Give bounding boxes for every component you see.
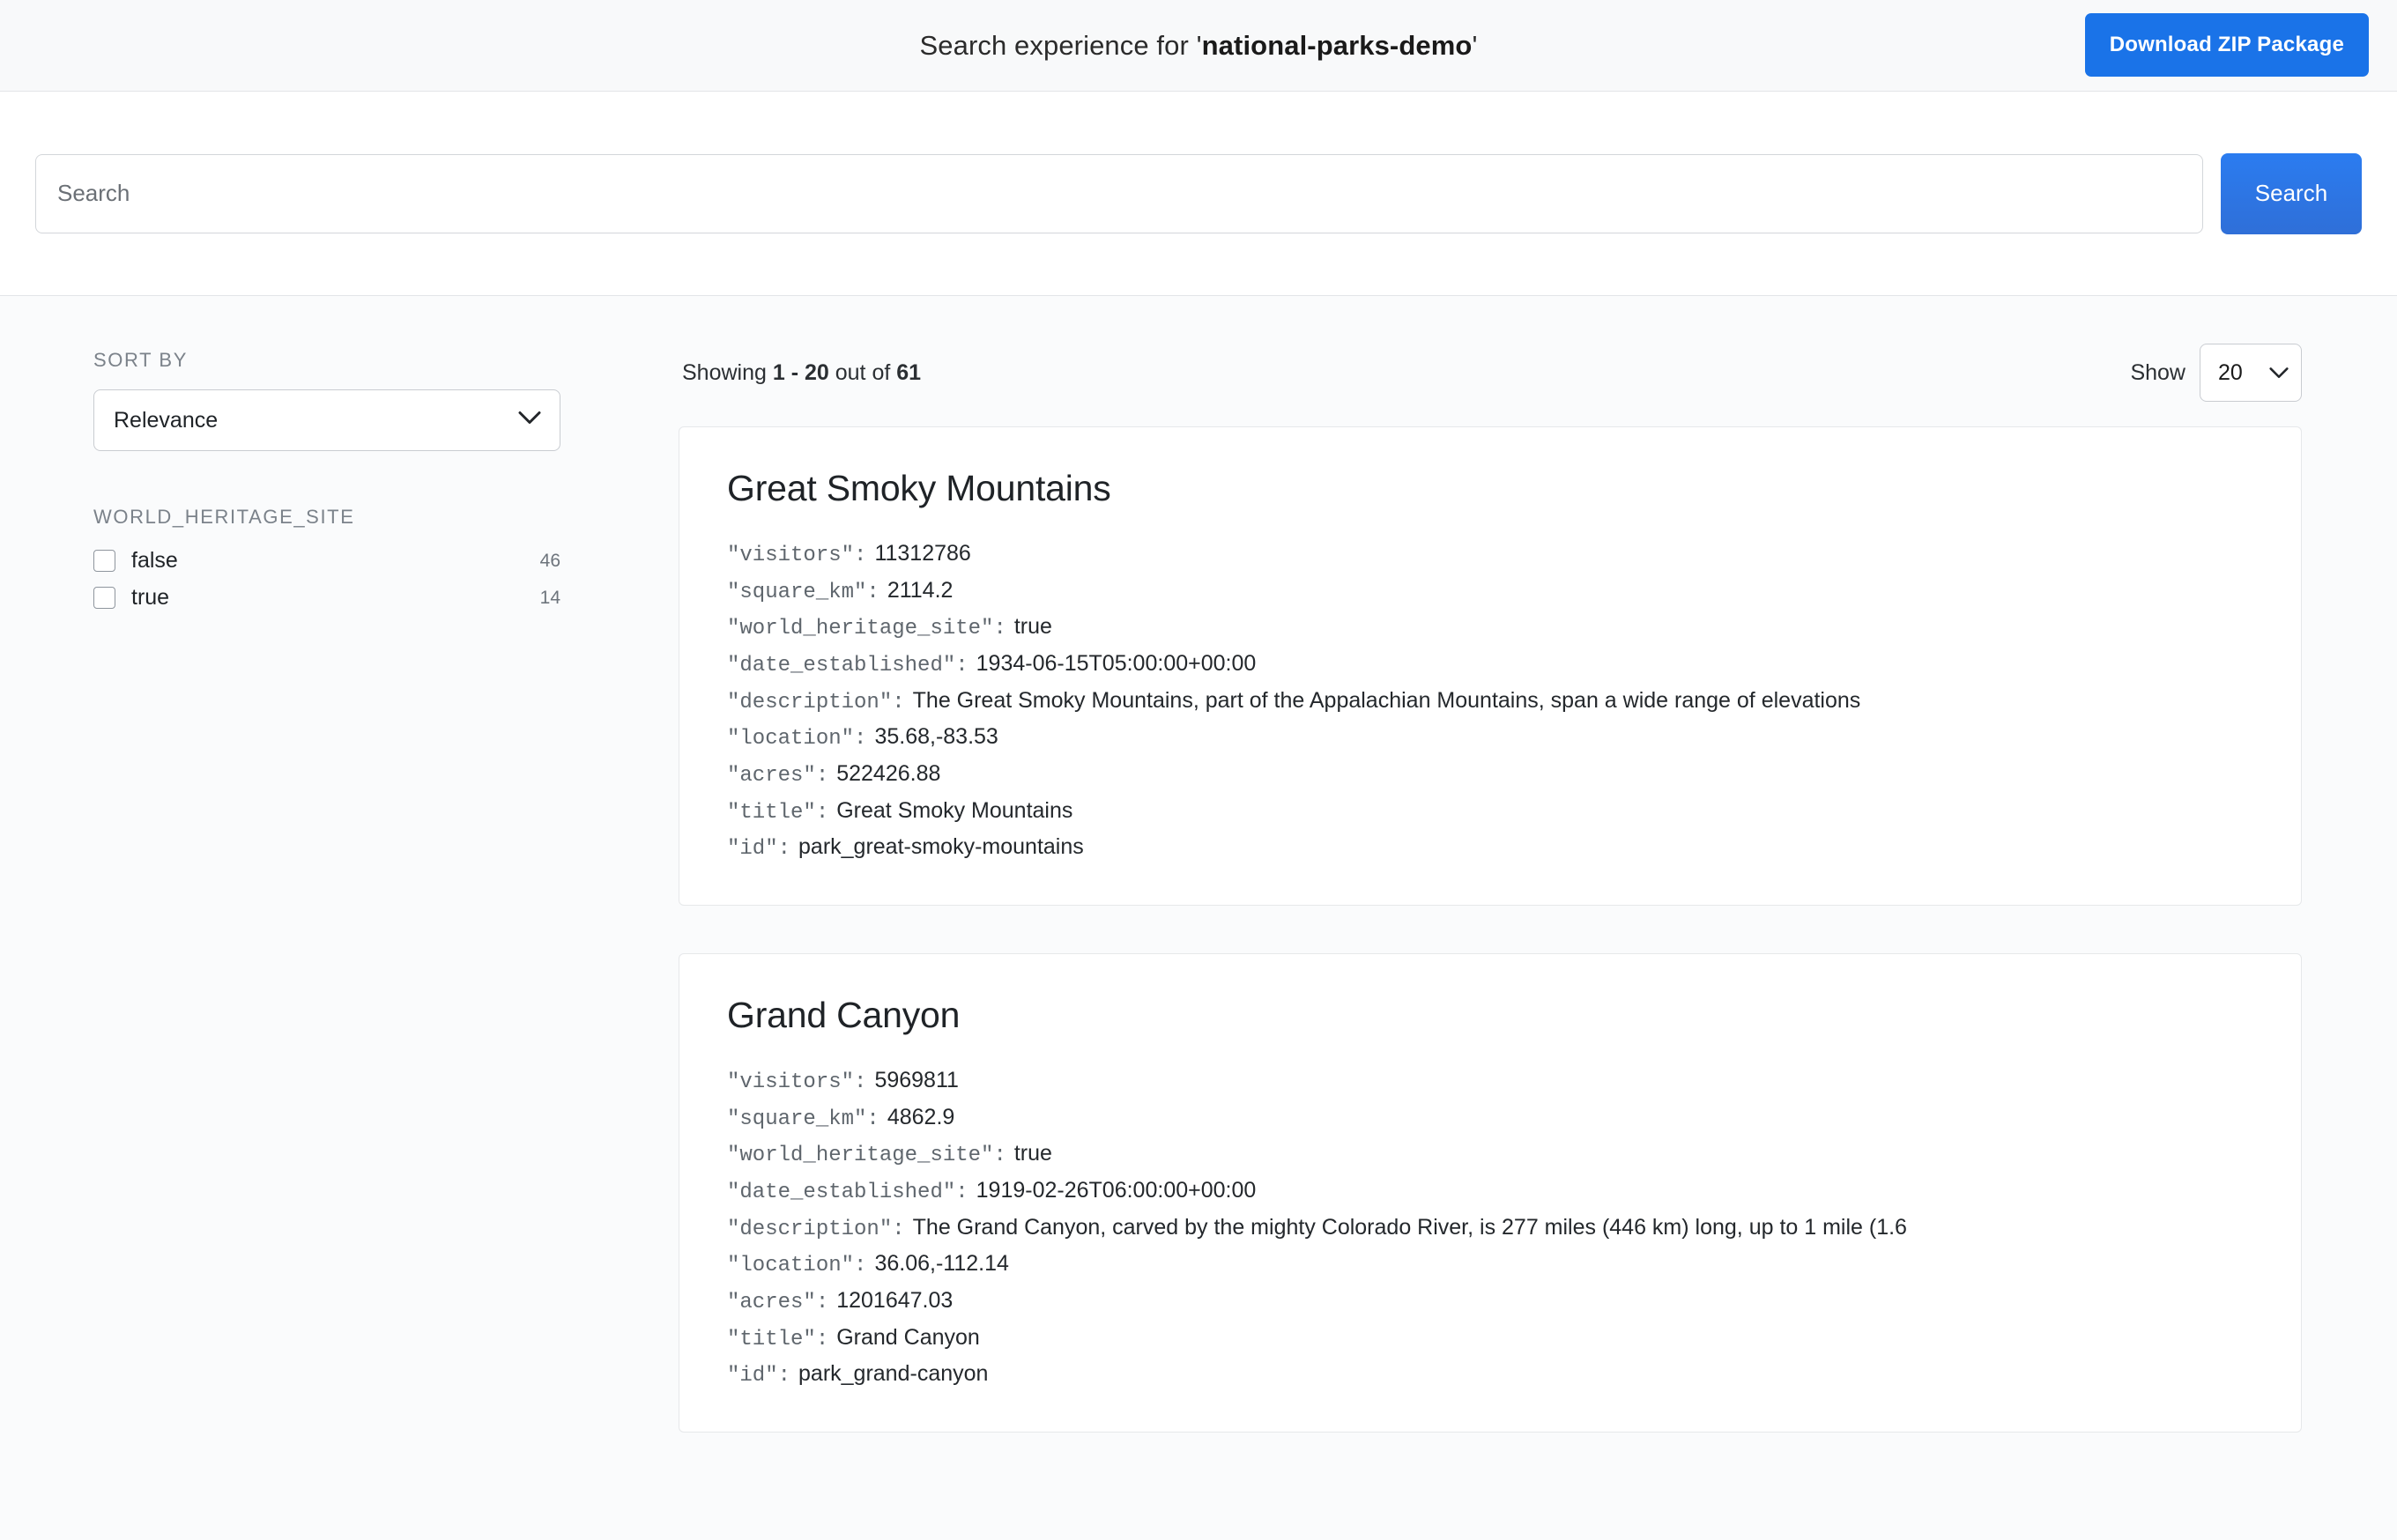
field-value: Great Smoky Mountains (836, 797, 1073, 823)
field-value: 35.68,-83.53 (874, 724, 998, 750)
result-card[interactable] (679, 953, 2302, 1433)
facet-option-true[interactable] (93, 585, 560, 611)
field-key: "description": (727, 690, 905, 714)
facet-option-label: true (131, 585, 170, 610)
field-value: 36.06,-112.14 (874, 1251, 1009, 1277)
showing-prefix: Showing (682, 359, 773, 385)
search-bar (0, 92, 2397, 296)
app-header (0, 0, 2397, 92)
field-value: 1919-02-26T06:00:00+00:00 (976, 1178, 1257, 1203)
field-value: park_grand-canyon (798, 1361, 989, 1387)
result-field (727, 539, 2253, 570)
result-title: Grand Canyon (727, 995, 961, 1036)
field-key: "acres": (727, 764, 829, 789)
content-area (0, 296, 2397, 1540)
result-field (727, 722, 2253, 753)
field-value: 1201647.03 (836, 1288, 954, 1314)
facet-option-label: false (131, 548, 178, 573)
field-value: park_great-smoky-mountains (798, 834, 1084, 860)
field-value: 4862.9 (887, 1104, 955, 1129)
sidebar (0, 296, 679, 1540)
result-field (727, 612, 2253, 643)
result-field (727, 576, 2253, 607)
result-field (727, 1359, 2253, 1390)
field-key: "square_km": (727, 1107, 879, 1131)
page-size-value: 20 (2218, 359, 2243, 385)
field-value: 11312786 (874, 541, 971, 566)
field-key: "title": (727, 800, 829, 825)
result-field (727, 1176, 2253, 1207)
page-size-select[interactable] (2200, 344, 2302, 402)
facet-option-count: 14 (539, 587, 560, 608)
results-panel (679, 296, 2397, 1540)
showing-range: 1 - 20 (772, 359, 829, 385)
result-field (727, 686, 2253, 717)
field-value: true (1013, 1141, 1052, 1166)
field-value: 522426.88 (836, 761, 941, 787)
result-field (727, 796, 2253, 827)
page-size-control (2130, 344, 2302, 402)
field-value: The Great Smoky Mountains, part of the Appalachian Mountains, span a wide range of elevations (912, 687, 1861, 713)
sort-by-select-wrapper (93, 389, 560, 451)
result-field (727, 1066, 2253, 1097)
results-count (682, 360, 921, 386)
field-key: "world_heritage_site": (727, 617, 1006, 641)
page-size-label: Show (2130, 359, 2186, 385)
result-card[interactable] (679, 426, 2302, 906)
showing-middle: out of (828, 359, 897, 385)
field-value: 1934-06-15T05:00:00+00:00 (976, 651, 1257, 677)
facet-option-count: 46 (539, 550, 560, 571)
field-key: "location": (727, 727, 867, 751)
field-key: "title": (727, 1327, 829, 1351)
field-key: "date_established": (727, 654, 968, 678)
facet-title: WORLD_HERITAGE_SITE (93, 506, 355, 528)
page-title (920, 30, 1478, 62)
result-title: Great Smoky Mountains (727, 468, 1111, 508)
field-value: 5969811 (874, 1068, 959, 1093)
page-title-suffix: ' (1472, 29, 1478, 61)
field-key: "location": (727, 1254, 867, 1278)
result-field (727, 759, 2253, 790)
facet-option-false[interactable] (93, 548, 560, 574)
page-title-prefix: Search experience for ' (919, 29, 1202, 61)
result-field (727, 1213, 2253, 1244)
field-key: "world_heritage_site": (727, 1144, 1006, 1168)
field-key: "visitors": (727, 544, 867, 567)
result-field (727, 833, 2253, 863)
search-input[interactable] (35, 154, 2203, 233)
result-field (727, 1139, 2253, 1170)
download-zip-button[interactable]: Download ZIP Package (2085, 13, 2369, 77)
field-key: "visitors": (727, 1070, 867, 1095)
checkbox-icon[interactable] (93, 550, 115, 572)
sort-by-select[interactable]: Relevance (93, 389, 560, 451)
field-key: "description": (727, 1217, 905, 1241)
result-field (727, 649, 2253, 680)
field-value: Grand Canyon (836, 1324, 980, 1350)
result-field (727, 1286, 2253, 1317)
sort-by-label: SORT BY (93, 349, 188, 371)
field-key: "acres": (727, 1291, 829, 1315)
facet-world-heritage-site (93, 506, 679, 611)
field-key: "date_established": (727, 1181, 968, 1205)
field-value: The Grand Canyon, carved by the mighty Colorado River, is 277 miles (446 km) long, up to 1 mile (1.6 (912, 1214, 1907, 1240)
field-value: true (1013, 614, 1052, 640)
checkbox-icon[interactable] (93, 587, 115, 609)
field-value: 2114.2 (887, 577, 954, 603)
results-header (679, 344, 2302, 402)
search-button[interactable]: Search (2221, 153, 2362, 234)
result-field (727, 1323, 2253, 1354)
field-key: "id": (727, 837, 791, 862)
result-field (727, 1103, 2253, 1134)
field-key: "square_km": (727, 580, 879, 604)
chevron-down-icon (2269, 360, 2289, 386)
page-title-engine-name: national-parks-demo (1201, 29, 1473, 61)
result-field (727, 1249, 2253, 1280)
field-key: "id": (727, 1364, 791, 1388)
showing-total: 61 (896, 359, 922, 385)
